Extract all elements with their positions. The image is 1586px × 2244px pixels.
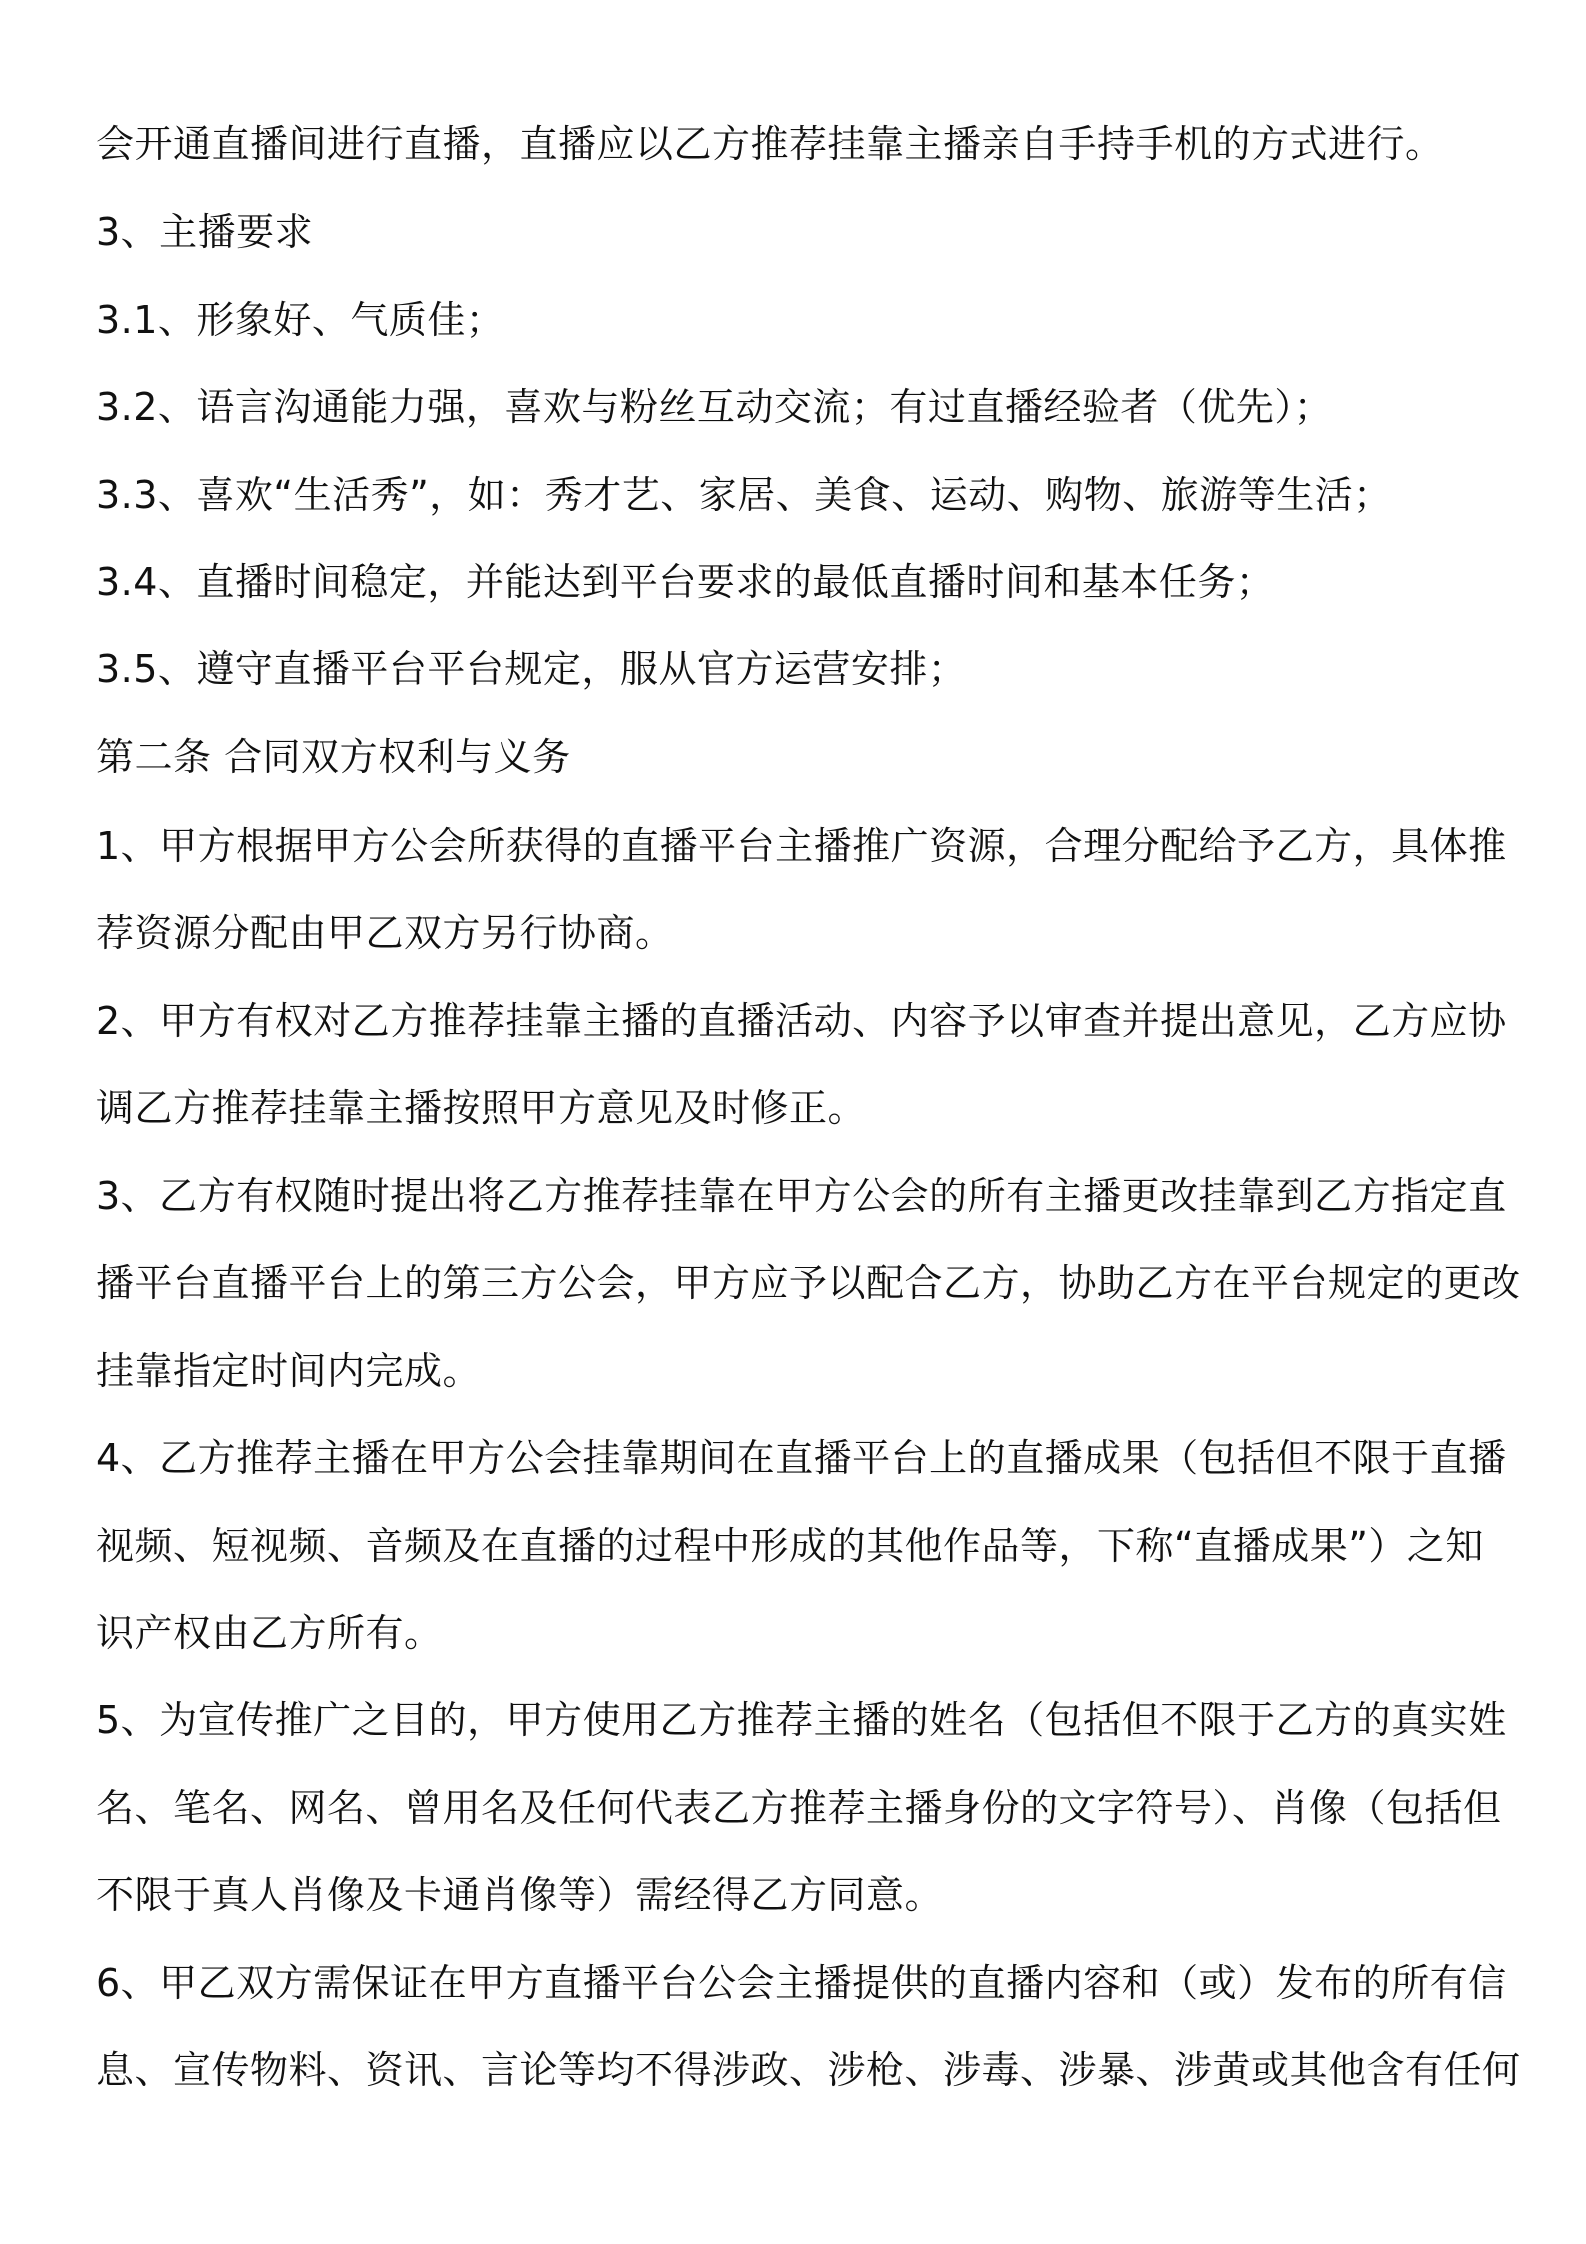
- paragraph-line: 6、甲乙双方需保证在甲方直播平台公会主播提供的直播内容和（或）发布的所有信: [96, 1961, 1507, 2005]
- paragraph-line: 1、甲方根据甲方公会所获得的直播平台主播推广资源，合理分配给予乙方，具体推: [96, 824, 1507, 868]
- article-heading: 第二条 合同双方权利与义务: [96, 735, 571, 779]
- paragraph-line: 5、为宣传推广之目的，甲方使用乙方推荐主播的姓名（包括但不限于乙方的真实姓: [96, 1698, 1507, 1742]
- paragraph-line: 挂靠指定时间内完成。: [96, 1349, 482, 1393]
- paragraph-line: 2、甲方有权对乙方推荐挂靠主播的直播活动、内容予以审查并提出意见，乙方应协: [96, 999, 1507, 1043]
- list-item: 3.1、形象好、气质佳；: [96, 298, 505, 342]
- list-item: 3.2、语言沟通能力强，喜欢与粉丝互动交流；有过直播经验者（优先）；: [96, 385, 1333, 429]
- paragraph-line: 识产权由乙方所有。: [96, 1611, 443, 1655]
- list-item: 3.4、直播时间稳定，并能达到平台要求的最低直播时间和基本任务；: [96, 560, 1275, 604]
- paragraph-line: 息、宣传物料、资讯、言论等均不得涉政、涉枪、涉毒、涉暴、涉黄或其他含有任何: [96, 2048, 1521, 2092]
- paragraph-line: 荐资源分配由甲乙双方另行协商。: [96, 911, 674, 955]
- paragraph-line: 3、乙方有权随时提出将乙方推荐挂靠在甲方公会的所有主播更改挂靠到乙方指定直: [96, 1174, 1507, 1218]
- list-item: 3.5、遵守直播平台平台规定，服从官方运营安排；: [96, 647, 967, 691]
- paragraph-line: 播平台直播平台上的第三方公会，甲方应予以配合乙方，协助乙方在平台规定的更改: [96, 1261, 1521, 1305]
- list-item: 3.3、喜欢“生活秀”，如：秀才艺、家居、美食、运动、购物、旅游等生活；: [96, 473, 1392, 517]
- paragraph-line: 名、笔名、网名、曾用名及任何代表乙方推荐主播身份的文字符号）、肖像（包括但: [96, 1786, 1502, 1830]
- paragraph-line: 不限于真人肖像及卡通肖像等）需经得乙方同意。: [96, 1873, 944, 1917]
- section-heading: 3、主播要求: [96, 210, 314, 254]
- paragraph-line: 调乙方推荐挂靠主播按照甲方意见及时修正。: [96, 1086, 867, 1130]
- text-line: 会开通直播间进行直播，直播应以乙方推荐挂靠主播亲自手持手机的方式进行。: [96, 122, 1444, 166]
- paragraph-line: 视频、短视频、音频及在直播的过程中形成的其他作品等，下称“直播成果”）之知: [96, 1524, 1484, 1568]
- paragraph-line: 4、乙方推荐主播在甲方公会挂靠期间在直播平台上的直播成果（包括但不限于直播: [96, 1436, 1507, 1480]
